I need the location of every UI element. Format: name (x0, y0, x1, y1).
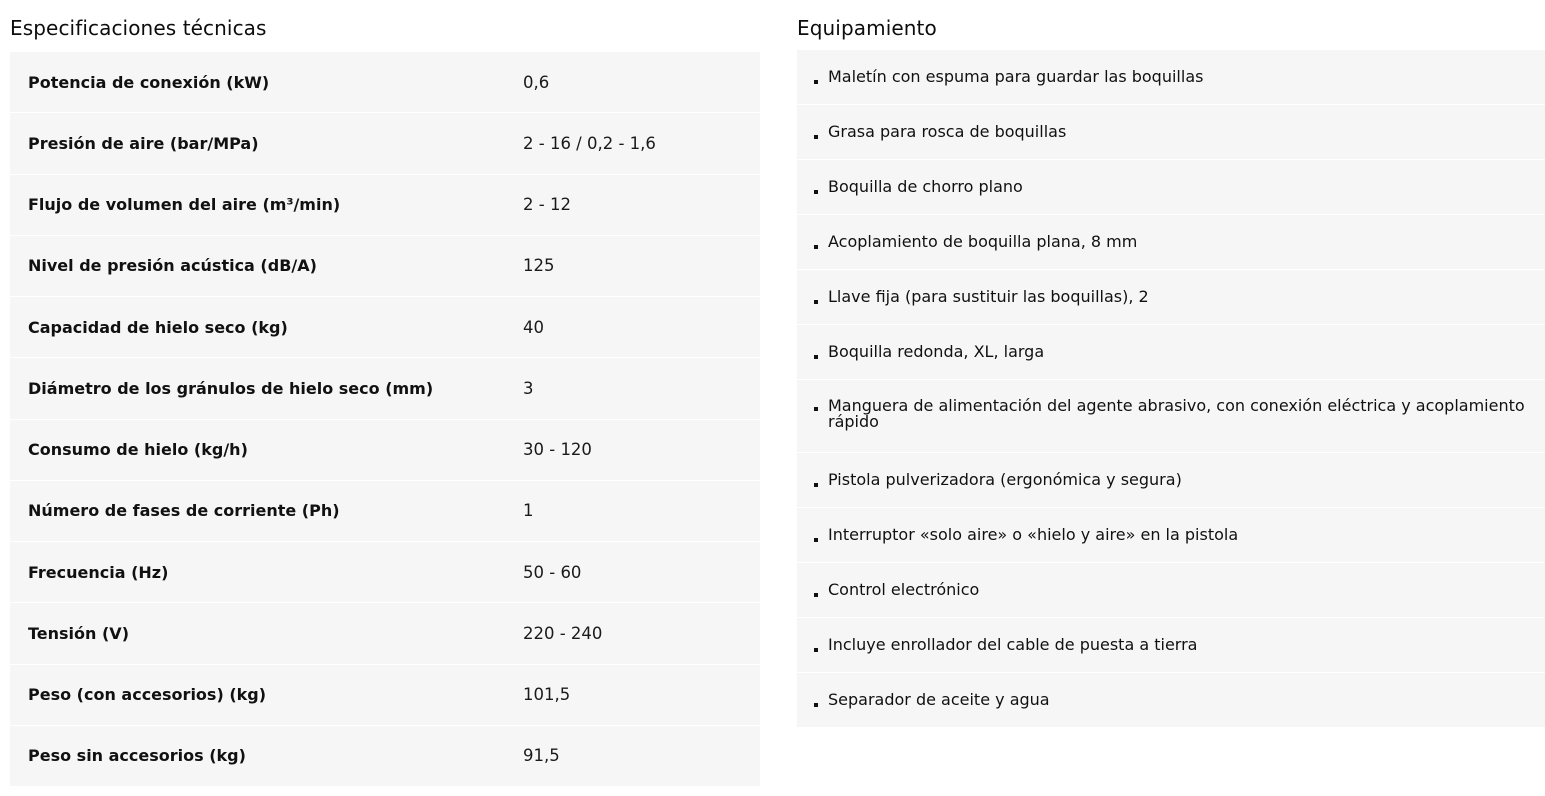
list-item (797, 50, 1545, 105)
spec-label: Presión de aire (bar/MPa) (28, 133, 259, 153)
spec-row (10, 665, 760, 726)
spec-label: Capacidad de hielo seco (kg) (28, 317, 288, 337)
spec-row (10, 542, 760, 603)
list-item (797, 508, 1545, 563)
list-item (797, 160, 1545, 215)
spec-value: 3 (523, 378, 534, 398)
list-item (797, 270, 1545, 325)
list-item (797, 215, 1545, 270)
spec-label: Flujo de volumen del aire (m³/min) (28, 195, 341, 215)
list-item-label: Interruptor «solo aire» o «hielo y aire» en la pistola (828, 525, 1239, 544)
equipment-list (797, 50, 1545, 728)
spec-row (10, 726, 760, 787)
list-item-label: Grasa para rosca de boquillas (828, 122, 1067, 141)
spec-label: Peso (con accesorios) (kg) (28, 685, 267, 705)
equipment-section (797, 0, 1545, 728)
spec-label: Diámetro de los gránulos de hielo seco (mm) (28, 378, 434, 398)
bullet-icon (814, 80, 818, 84)
spec-label: Frecuencia (Hz) (28, 562, 169, 582)
list-item (797, 618, 1545, 673)
spec-value: 30 - 120 (523, 440, 592, 460)
spec-row (10, 420, 760, 481)
list-item (797, 563, 1545, 618)
bullet-icon (814, 407, 818, 411)
list-item-label: Boquilla redonda, XL, larga (828, 342, 1045, 361)
list-item (797, 453, 1545, 508)
spec-row (10, 603, 760, 664)
spec-value: 220 - 240 (523, 623, 603, 643)
spec-value: 91,5 (523, 746, 560, 766)
list-item (797, 380, 1545, 453)
list-item (797, 325, 1545, 380)
spec-label: Peso sin accesorios (kg) (28, 746, 246, 766)
bullet-icon (814, 538, 818, 542)
specs-table (10, 52, 760, 787)
bullet-icon (814, 300, 818, 304)
spec-label: Tensión (V) (28, 623, 129, 643)
list-item-label: Pistola pulverizadora (ergonómica y segura) (828, 470, 1182, 489)
list-item-label: Llave fija (para sustituir las boquillas), 2 (828, 287, 1149, 306)
spec-value: 2 - 12 (523, 195, 571, 215)
spec-label: Potencia de conexión (kW) (28, 72, 270, 92)
specs-title: Especificaciones técnicas (10, 16, 267, 40)
specs-section (10, 0, 760, 787)
spec-value: 0,6 (523, 72, 550, 92)
bullet-icon (814, 593, 818, 597)
spec-value: 125 (523, 256, 555, 276)
spec-row (10, 113, 760, 174)
spec-label: Número de fases de corriente (Ph) (28, 501, 340, 521)
list-item-label: Maletín con espuma para guardar las boquillas (828, 67, 1204, 86)
bullet-icon (814, 355, 818, 359)
spec-row (10, 481, 760, 542)
list-item (797, 105, 1545, 160)
bullet-icon (814, 483, 818, 487)
spec-label: Consumo de hielo (kg/h) (28, 440, 248, 460)
list-item-label: Control electrónico (828, 580, 980, 599)
spec-value: 40 (523, 317, 544, 337)
bullet-icon (814, 135, 818, 139)
bullet-icon (814, 703, 818, 707)
spec-row (10, 236, 760, 297)
bullet-icon (814, 648, 818, 652)
list-item (797, 673, 1545, 728)
spec-value: 1 (523, 501, 534, 521)
spec-value: 101,5 (523, 685, 571, 705)
list-item-label: Boquilla de chorro plano (828, 177, 1023, 196)
spec-value: 50 - 60 (523, 562, 582, 582)
spec-row (10, 175, 760, 236)
list-item-label: Incluye enrollador del cable de puesta a tierra (828, 635, 1198, 654)
list-item-label: Manguera de alimentación del agente abrasivo, con conexión eléctrica y acoplamiento rápido (828, 396, 1525, 431)
bullet-icon (814, 190, 818, 194)
spec-value: 2 - 16 / 0,2 - 1,6 (523, 133, 656, 153)
spec-label: Nivel de presión acústica (dB/A) (28, 256, 317, 276)
list-item-label: Separador de aceite y agua (828, 690, 1050, 709)
equipment-title: Equipamiento (797, 16, 937, 40)
list-item-label: Acoplamiento de boquilla plana, 8 mm (828, 232, 1138, 251)
spec-row (10, 358, 760, 419)
spec-row (10, 52, 760, 113)
spec-row (10, 297, 760, 358)
bullet-icon (814, 245, 818, 249)
